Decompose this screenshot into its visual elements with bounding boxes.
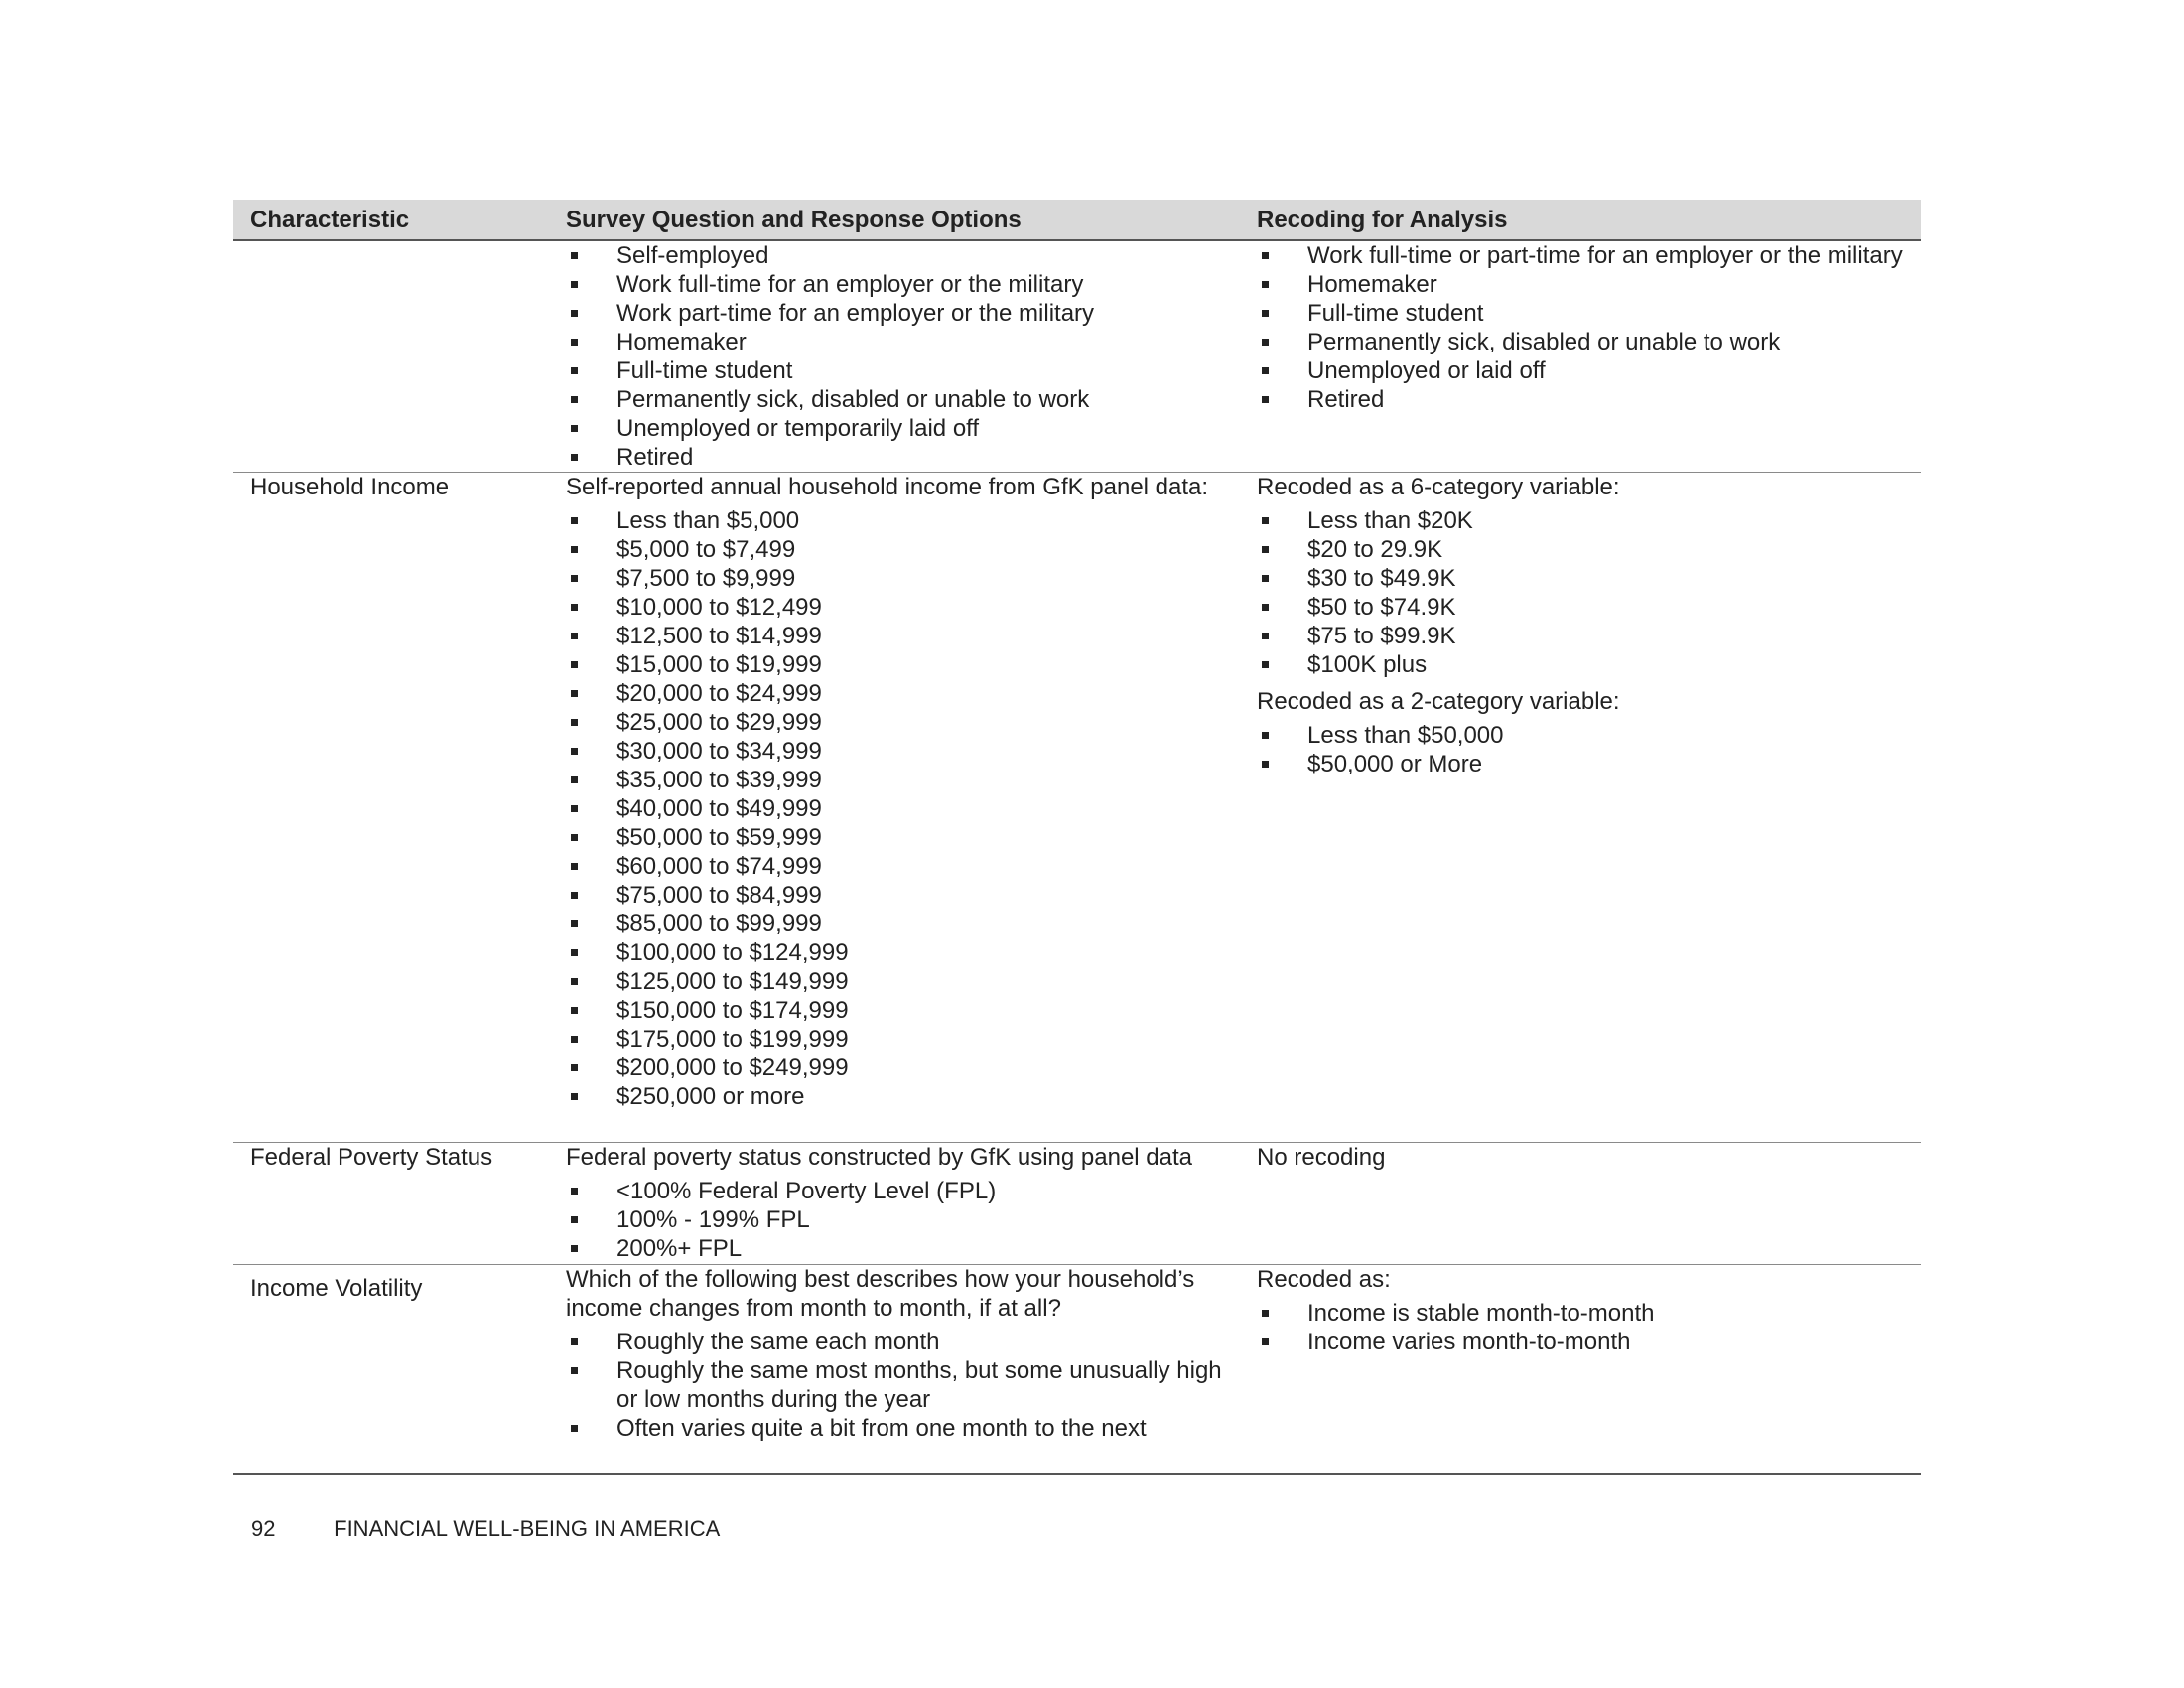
list-item: $75,000 to $84,999 [566,881,1240,910]
cell-poverty-characteristic: Federal Poverty Status [233,1143,549,1265]
list-item: Full-time student [566,356,1240,385]
cell-income-survey [549,473,1240,1143]
income-recode-intro-2: Recoded as a 2-category variable: [1257,688,1620,715]
list-item: Homemaker [1257,270,1921,299]
volatility-survey-options [566,1328,1240,1443]
list-item: 200%+ FPL [566,1234,1240,1263]
list-item: <100% Federal Poverty Level (FPL) [566,1177,1240,1205]
list-item: $15,000 to $19,999 [566,650,1240,679]
list-item: $7,500 to $9,999 [566,564,1240,593]
page-footer [251,1516,720,1542]
list-item: Self-employed [566,241,1240,270]
income-recode-options-6 [1257,506,1921,679]
list-item: $50 to $74.9K [1257,593,1921,622]
list-item: Often varies quite a bit from one month to the next [566,1414,1240,1443]
list-item: 100% - 199% FPL [566,1205,1240,1234]
poverty-survey-options [566,1177,1240,1263]
list-item: Unemployed or temporarily laid off [566,414,1240,443]
table-row-household-income [233,473,1921,1143]
list-item: $125,000 to $149,999 [566,967,1240,996]
list-item: Permanently sick, disabled or unable to work [1257,328,1921,356]
volatility-recode-intro: Recoded as: [1257,1266,1391,1293]
list-item: Unemployed or laid off [1257,356,1921,385]
income-recode-intro-6: Recoded as a 6-category variable: [1257,474,1620,500]
header-recoding: Recoding for Analysis [1240,200,1921,240]
cell-employment-characteristic [233,240,549,473]
survey-recoding-table [233,200,1921,1475]
poverty-recode-text: No recoding [1257,1144,1386,1171]
page-number: 92 [251,1516,276,1541]
cell-income-recode [1240,473,1921,1143]
list-item: Roughly the same most months, but some unusually high or low months during the year [566,1356,1240,1414]
list-item: Retired [1257,385,1921,414]
list-item: $35,000 to $39,999 [566,766,1240,794]
cell-volatility-survey [549,1265,1240,1474]
income-survey-intro: Self-reported annual household income from GfK panel data: [566,474,1209,500]
list-item: $100K plus [1257,650,1921,679]
list-item: Less than $5,000 [566,506,1240,535]
volatility-characteristic-label: Income Volatility [250,1275,423,1302]
list-item: $12,500 to $14,999 [566,622,1240,650]
list-item: Full-time student [1257,299,1921,328]
cell-income-characteristic: Household Income [233,473,549,1143]
header-characteristic: Characteristic [233,200,549,240]
list-item: Permanently sick, disabled or unable to work [566,385,1240,414]
cell-volatility-recode [1240,1265,1921,1474]
list-item: Work full-time for an employer or the military [566,270,1240,299]
employment-recode-options [1257,241,1921,414]
list-item: Income is stable month-to-month [1257,1299,1921,1328]
list-item: Work part-time for an employer or the military [566,299,1240,328]
list-item: $175,000 to $199,999 [566,1025,1240,1054]
header-survey-question: Survey Question and Response Options [549,200,1240,240]
list-item: $10,000 to $12,499 [566,593,1240,622]
list-item: $30,000 to $34,999 [566,737,1240,766]
list-item: $30 to $49.9K [1257,564,1921,593]
list-item: $60,000 to $74,999 [566,852,1240,881]
table-row-federal-poverty [233,1143,1921,1265]
employment-survey-options [566,241,1240,472]
list-item: $40,000 to $49,999 [566,794,1240,823]
list-item: $20,000 to $24,999 [566,679,1240,708]
list-item: $150,000 to $174,999 [566,996,1240,1025]
list-item: $50,000 or More [1257,750,1921,778]
cell-employment-recode [1240,240,1921,473]
cell-poverty-survey [549,1143,1240,1265]
list-item: $200,000 to $249,999 [566,1054,1240,1082]
list-item: $25,000 to $29,999 [566,708,1240,737]
list-item: Less than $20K [1257,506,1921,535]
list-item: Retired [566,443,1240,472]
table-row-employment [233,240,1921,473]
list-item: Homemaker [566,328,1240,356]
poverty-survey-intro: Federal poverty status constructed by GfK using panel data [566,1144,1193,1171]
list-item: Income varies month-to-month [1257,1328,1921,1356]
list-item: Work full-time or part-time for an employer or the military [1257,241,1921,270]
income-survey-options [566,506,1240,1111]
footer-title: FINANCIAL WELL-BEING IN AMERICA [334,1516,721,1541]
list-item: Less than $50,000 [1257,721,1921,750]
list-item: $5,000 to $7,499 [566,535,1240,564]
table-row-income-volatility [233,1265,1921,1474]
cell-volatility-characteristic [233,1265,549,1474]
income-recode-options-2 [1257,721,1921,778]
volatility-survey-intro: Which of the following best describes how your household’s income changes from month to month, if at all? [566,1266,1195,1322]
list-item: $250,000 or more [566,1082,1240,1111]
list-item: $50,000 to $59,999 [566,823,1240,852]
list-item: $75 to $99.9K [1257,622,1921,650]
cell-employment-survey [549,240,1240,473]
table-header-row [233,200,1921,240]
volatility-recode-options [1257,1299,1921,1356]
list-item: $85,000 to $99,999 [566,910,1240,938]
cell-poverty-recode [1240,1143,1921,1265]
list-item: $20 to 29.9K [1257,535,1921,564]
list-item: $100,000 to $124,999 [566,938,1240,967]
list-item: Roughly the same each month [566,1328,1240,1356]
